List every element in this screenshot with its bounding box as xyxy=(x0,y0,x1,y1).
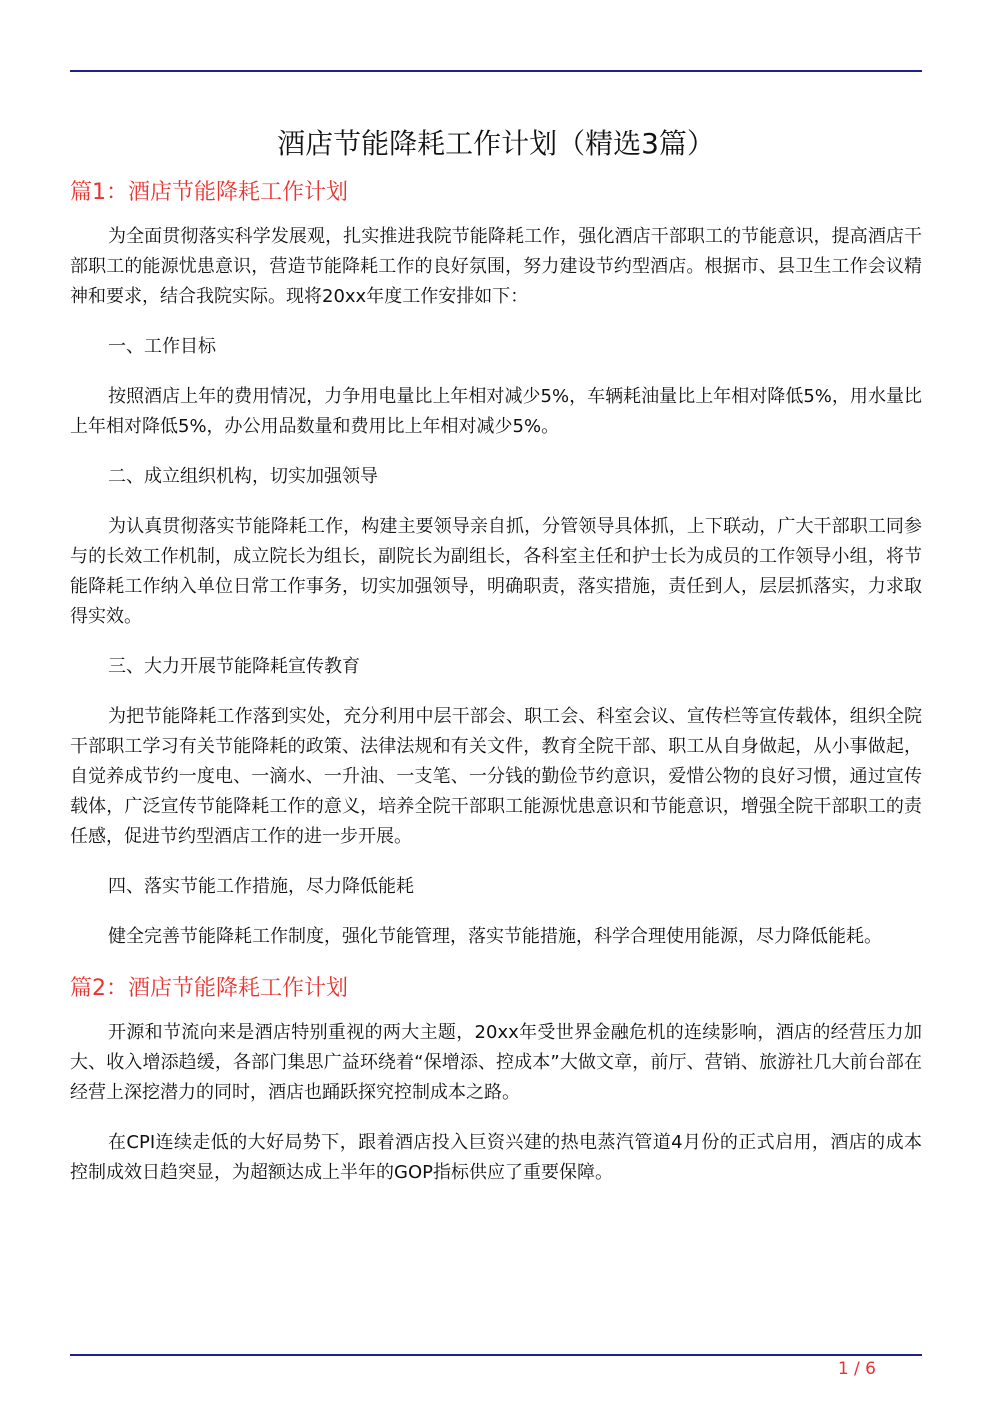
section-heading: 篇2：酒店节能降耗工作计划 xyxy=(70,976,348,1001)
subheading: 四、落实节能工作措施，尽力降低能耗 xyxy=(108,876,414,897)
paragraph: 按照酒店上年的费用情况，力争用电量比上年相对减少5%，车辆耗油量比上年相对降低5%，用水量比上年相对降低5%，办公用品数量和费用比上年相对减少5%。 xyxy=(70,386,922,437)
document-title: 酒店节能降耗工作计划（精选3篇） xyxy=(277,127,715,160)
header-rule xyxy=(70,70,922,72)
paragraph: 开源和节流向来是酒店特别重视的两大主题，20xx年受世界金融危机的连续影响，酒店的经营压力加大、收入增添趋缓，各部门集思广益环绕着“保增添、控成本”大做文章，前厅、营销、旅游社几大前台部在经营上深挖潜力的同时，酒店也踊跃探究控制成本之路。 xyxy=(70,1022,922,1103)
section-heading: 篇1：酒店节能降耗工作计划 xyxy=(70,180,348,205)
paragraph: 为全面贯彻落实科学发展观，扎实推进我院节能降耗工作，强化酒店干部职工的节能意识，提高酒店干部职工的能源忧患意识，营造节能降耗工作的良好氛围，努力建设节约型酒店。根据市、县卫生工作会议精神和要求，结合我院实际。现将20xx年度工作安排如下： xyxy=(70,226,922,307)
subheading: 二、成立组织机构，切实加强领导 xyxy=(108,466,378,487)
document-body xyxy=(70,124,922,1208)
section-1 xyxy=(70,176,922,952)
paragraph: 健全完善节能降耗工作制度，强化节能管理，落实节能措施，科学合理使用能源，尽力降低能耗。 xyxy=(108,926,882,947)
footer-rule xyxy=(70,1354,922,1356)
paragraph: 在CPI连续走低的大好局势下，跟着酒店投入巨资兴建的热电蒸汽管道4月份的正式启用，酒店的成本控制成效日趋突显，为超额达成上半年的GOP指标供应了重要保障。 xyxy=(70,1132,922,1183)
section-2 xyxy=(70,972,922,1188)
page-number: 1 / 6 xyxy=(837,1359,876,1379)
subheading: 一、工作目标 xyxy=(108,336,216,357)
subheading: 三、大力开展节能降耗宣传教育 xyxy=(108,656,360,677)
paragraph: 为把节能降耗工作落到实处，充分利用中层干部会、职工会、科室会议、宣传栏等宣传载体，组织全院干部职工学习有关节能降耗的政策、法律法规和有关文件，教育全院干部、职工从自身做起，从小事做起，自觉养成节约一度电、一滴水、一升油、一支笔、一分钱的勤俭节约意识，爱惜公物的良好习惯，通过宣传载体，广泛宣传节能降耗工作的意义，培养全院干部职工能源忧患意识和节能意识，增强全院干部职工的责任感，促进节约型酒店工作的进一步开展。 xyxy=(70,706,922,847)
paragraph: 为认真贯彻落实节能降耗工作，构建主要领导亲自抓，分管领导具体抓，上下联动，广大干部职工同参与的长效工作机制，成立院长为组长，副院长为副组长，各科室主任和护士长为成员的工作领导小组，将节能降耗工作纳入单位日常工作事务，切实加强领导，明确职责，落实措施，责任到人，层层抓落实，力求取得实效。 xyxy=(70,516,922,627)
